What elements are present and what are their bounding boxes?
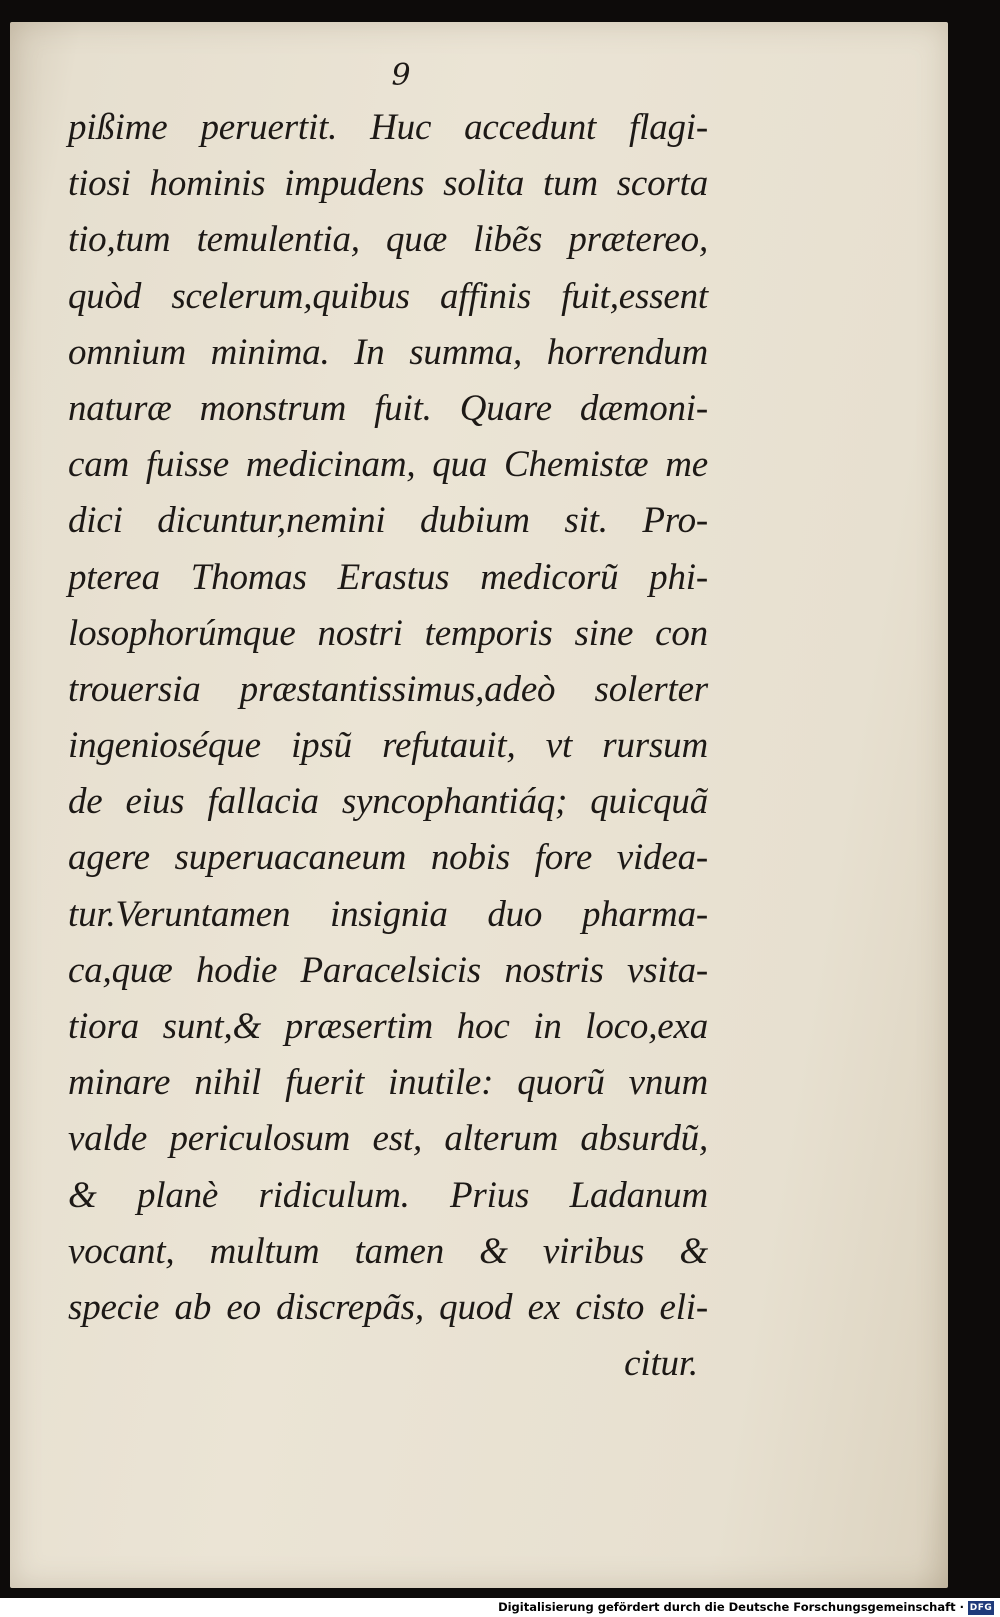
page-text-block [68, 100, 708, 1392]
text-line: valde periculosum est, alterum absurdũ, [68, 1118, 708, 1160]
dfg-logo-icon: DFG [969, 1603, 993, 1613]
text-line: ingenioséque ipsũ refutauit, vt rursum [68, 725, 708, 767]
credit-separator: · [959, 1600, 964, 1614]
text-line: dici dicuntur,nemini dubium sit. Pro- [68, 500, 708, 542]
text-line: losophorúmque nostri temporis sine con [68, 612, 708, 654]
digitization-credit-text: Digitalisierung gefördert durch die Deutsche Forschungsgemeinschaft [498, 1600, 956, 1614]
digitization-credit [498, 1598, 964, 1616]
text-line: specie ab eo discrepãs, quod ex cisto eli- [68, 1286, 708, 1328]
text-line-catchword: citur. [624, 1343, 698, 1385]
text-line: omnium minima. In summa, horrendum [68, 331, 708, 373]
text-line: tiora sunt,& præsertim hoc in loco,exa [68, 1006, 708, 1047]
text-line: de eius fallacia syncophantiáq; quicquã [68, 781, 708, 823]
text-line: tiosi hominis impudens solita tum scorta [68, 163, 708, 205]
text-line: cam fuisse medicinam, qua Chemistæ me [68, 444, 708, 486]
text-line: quòd scelerum,quibus affinis fuit,essent [68, 275, 708, 317]
text-line: tur.Veruntamen insignia duo pharma- [68, 893, 708, 935]
text-line: pißime peruertit. Huc accedunt flagi- [68, 107, 708, 148]
text-line: trouersia præstantissimus,adeò solerter [68, 668, 708, 710]
text-line: naturæ monstrum fuit. Quare dæmoni- [68, 387, 708, 429]
text-line: tio,tum temulentia, quæ libẽs prætereo, [68, 219, 708, 261]
text-line: pterea Thomas Erastus medicorũ phi- [68, 556, 708, 598]
text-line: ca,quæ hodie Paracelsicis nostris vsita- [68, 949, 708, 991]
page-number: 9 [391, 58, 411, 93]
text-line: minare nihil fuerit inutile: quorũ vnum [68, 1062, 708, 1104]
text-line: vocant, multum tamen & viribus & [68, 1230, 708, 1272]
text-line: & planè ridiculum. Prius Ladanum [68, 1174, 708, 1216]
text-line: agere superuacaneum nobis fore videa- [68, 837, 708, 879]
